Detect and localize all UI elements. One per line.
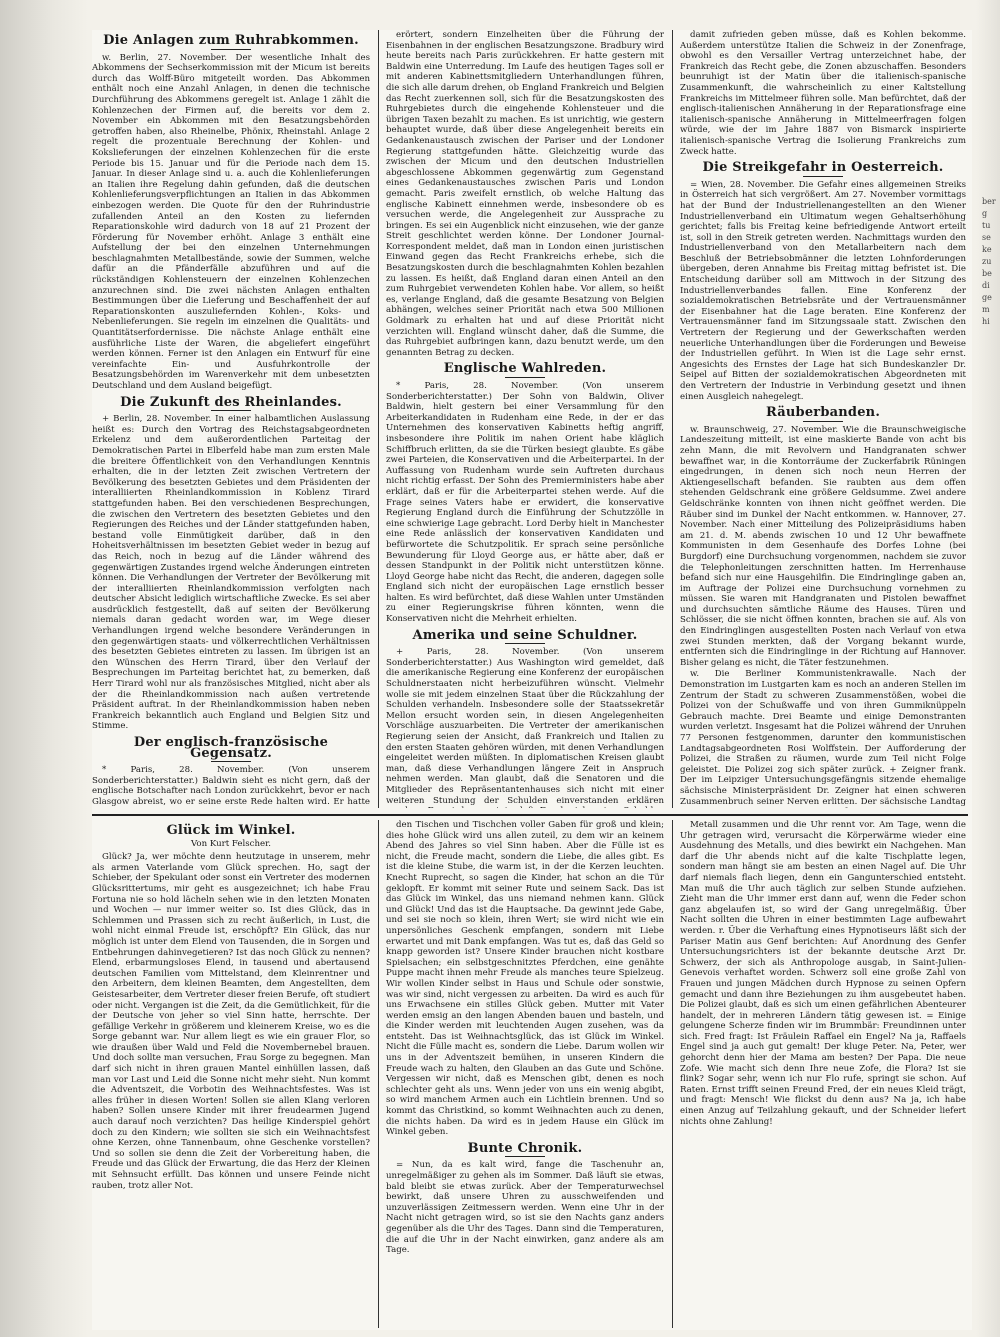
article-chronik: = Nun, da es kalt wird, fange die Taschenuhr an, unregelmäßiger zu gehen als im Sommer. Daß läuft sie etwas, bald bleibt sie etwas zurück. Aber der Temperaturwechsel bewirkt, daß unsere Uhren zu ausschweifenden und unzuverlässigen Zeitmessern werden. Wenn eine Uhr in der Nacht nicht getragen wird, so ist sie den Nachts ganz anders gegenüber als die Uhr des Tages. Dann sind die Temperaturen, die auf die Uhr in der Nacht einwirken, ganz andere als am Tage. — [386, 1160, 664, 1256]
headline-streik: Die Streikgefahr in Oesterreich. — [702, 160, 944, 176]
headline-amerika: Amerika und seine Schuldner. — [412, 627, 638, 643]
edge-fragment: tu — [982, 221, 991, 230]
headline-gegensatz: Der englisch-französische Gegensatz. — [133, 735, 329, 761]
edge-fragment: g — [982, 209, 988, 218]
article-glueck-continued: den Tischen und Tischchen voller Gaben für groß und klein; dies hohe Glück wird uns allen zuteil, zu dem wir an keinem Abend des Jahres so viel Sinn haben. Aber die Fülle ist es nicht, die Freude macht, sondern die Liebe, die alles gibt. Es ist die kleine Stube, die warm ist, in der die Kerzen leuchten. Knecht Ruprecht, so sagen die Kinder, hat schon an die Tür geklopft. Er kommt mit seiner Rute und seinem Sack. Das ist das Glück im Winkel, das uns niemand nehmen kann. Glück und Glück! Und das ist die Hauptsache. Da gewinnt jede Gabe, und sei sie noch so klein, ihren Wert; sie wird nicht wie ein unpersönliches Geschenk empfangen, sondern mit Liebe erwartet und mit Dank empfangen. Was tut es, daß das Geld so knapp geworden ist? Unsere Kinder brauchen nicht kostbare Spielsachen; ein selbstgeschnitztes Pferdchen, eine genähte Puppe macht ihnen mehr Freude als manches teure Spielzeug. Wir wollen Kinder selbst in Haus und Schule oder sonstwie, was wir sind, nicht vergessen zu arbeiten. Da wird es auch für uns Erwachsene ein stilles Glück geben. Mutter mit Vater werden emsig an den langen Abenden bauen und basteln, und die Kinder werden mit leuchtenden Augen zusehen, was da entsteht. Das ist Weihnachtsglück, das ist Glück im Winkel. Nicht die Fülle macht es, sondern die Liebe. Darum wollen wir uns in der Adventszeit bemühen, in unseren Kindern die Freude wach zu halten, den Glauben an das Gute und Schöne. Vergessen wir nicht, daß es Menschen gibt, denen es noch schlechter geht als uns. Wenn jeder von uns ein wenig abgibt, so wird manchem Armen auch ein Lichtlein brennen. Und so kommt das Christkind, so kommt Weihnachten auch zu denen, die nichts haben. Da wird es in jedem Hause ein Glück im Winkel geben. — [386, 820, 664, 1138]
headline-rule — [505, 377, 545, 378]
headline-rule — [803, 176, 843, 177]
author-byline: Von Kurt Felscher. — [191, 838, 271, 849]
headline-anlagen: Die Anlagen zum Ruhrabkommen. — [103, 33, 359, 48]
edge-fragment: m — [982, 305, 990, 314]
newspaper-page — [92, 30, 972, 1330]
article-chronik-continued: Metall zusammen und die Uhr rennt vor. Am Tage, wenn die Uhr getragen wird, verursacht die Körperwärme wieder eine Ausdehnung des Metalls, und dies bewirkt ein Nachgehen. Man darf die Uhr abends nicht auf die kalte Tischplatte legen, sondern man hängt sie am besten an einen Nagel auf. Die Uhr darf niemals flach liegen, denn ein Gangunterschied entsteht. Man muß die Uhr auch täglich zur selben Stunde aufziehen. Zieht man die Uhr immer erst dann auf, wenn die Feder schon ganz abgelaufen ist, so wird der Gang unregelmäßig. Über Nacht sollten die Uhren in einer bestimmten Lage aufbewahrt werden. r. Über die Verhaftung eines Hypnotiseurs läßt sich der Pariser Matin aus Genf berichten: Auf Anordnung des Genfer Untersuchungsrichters ist der bekannte deutsche Arzt Dr. Schwerz, der sich als Anthropologe ausgab, in Saint-Julien-Genevois verhaftet worden. Schwerz soll eine große Zahl von Frauen und jungen Mädchen durch Hypnose zu seinen Opfern gemacht und dann ihre Beziehungen zu ihm ausgebeutet haben. Die Polizei glaubt, daß es sich um einen gefährlichen Abenteurer handelt, der in mehreren Ländern tätig gewesen ist. = Einige gelungene Scherze finden wir im Brummbär: Freundinnen unter sich. Fred fragt: Ist Fräulein Raffael ein Engel? Na ja, Raffaels Engel sind ja auch gut gemalt! Der kluge Peter. Na, Peter, wer gehorcht denn hier der Mama am besten? Der Papa. Die neue Zofe. Wie macht sich denn Ihre neue Zofe, die Flora? Ist sie flink? Sogar sehr, wenn ich nur Flo rufe, springt sie schon. Auf Raten. Ernst trifft seinen Freund Fred, der ein neues Kleid trägt, und fragt: Mensch! Wie flickst du denn aus? Na ja, ich habe einen Anzug auf Teilzahlung gekauft, und der Schneider liefert nichts ohne Zahlung! — [680, 820, 966, 1127]
headline-raeuber: Räuberbanden. — [765, 405, 881, 421]
feuilleton-column-1 — [92, 820, 370, 1328]
page-gutter-shadow — [0, 0, 88, 1337]
headline-rule — [211, 761, 251, 762]
headline-rule — [211, 49, 251, 50]
article-streik: = Wien, 28. November. Die Gefahr eines allgemeinen Streiks in Österreich hat sich vergrößert. Am 27. November vormittags hat der Bund der Industriellenangestellten an den Wiener Industriellenverband ein Ultimatum wegen Gehaltserhöhung gerichtet; falls bis Freitag keine befriedigende Antwort erteilt ist, soll in den Streik getreten werden. Nachmittags wurden den Industriellenverband von den Metallarbeitern nach dem Beschluß der Betriebsobmänner die letzten Lohnforderungen übergeben, deren Annahme bis Freitag mittag befristet ist. Die Entscheidung darüber soll am Mittwoch in der Sitzung des Industriellenverbandes fallen. Eine Konferenz der sozialdemokratischen Betriebsräte und der Vertrauensmänner der Eisenbahner hat die Lage beraten. Eine Konferenz der Vertrauensmänner fand im Sitzungssaale statt. Zwischen den Vertretern der Regierung und der Gewerkschaften werden neuerliche Unterhandlungen über die Forderungen und Beweise der Industriellen geführt. In Wien ist die Lage sehr ernst. Angesichts des Ernstes der Lage hat sich Bundeskanzler Dr. Seipel auf Bitten der sozialdemokratischen Abgeordneten mit den Vertretern der Industrie in Verbindung gesetzt und ihnen einen Ausgleich nahegelegt. — [680, 179, 966, 402]
headline-rule — [803, 421, 843, 422]
column-1 — [92, 30, 370, 808]
edge-fragment: be — [982, 269, 992, 278]
headline-wahlreden: Englische Wahlreden. — [443, 361, 607, 377]
feuilleton-column-2 — [386, 820, 664, 1328]
article-glueck: Glück? Ja, wer möchte denn heutzutage in unserem, mehr als armen Vaterlande vom Glück sprechen. Ho, sagt der Schieber, der Spekulant oder sonst ein Vertreter des modernen Glücksrittertums, mir geht es ausgezeichnet; ich habe Frau Fortuna nie so hold lächeln sehen wie in den letzten Monaten und Wochen — nur immer weiter so. Ist dies Glück, das in Schlemmen und Prassen sich zu recht äußerlich, in Lust, die wohl nicht einmal Freude ist, erschöpft? Ein Glück, das nur möglich ist unter dem Elend von Tausenden, die in Sorgen und Entbehrungen dahinvegetieren? Ist das noch Glück zu nennen? Elend, erbarmungsloses Elend, in tausend und abertausend deutschen Familien vom Mittelstand, dem Kleinrentner und den Arbeitern, dem kleinen Beamten, dem Angestellten, dem Geistesarbeiter, dem Vertreter dieser freien Berufe, oft studiert oder nicht. Vergangen ist die Zeit, da die Gemütlichkeit, für die der Deutsche von jeher so viel Sinn hatte, herrschte. Der gefällige Verkehr in größerem und kleinerem Kreise, wo es die Sorge gebannt war. Nur allem liegt es wie ein grauer Flor, so wie draußen über Wald und Feld die Novembernebel brauen. Und doch sollte man versuchen, Frau Sorge zu begegnen. Man darf sich nicht in ihren grauen Mantel einhüllen lassen, daß man vor Last und Leid die Sonne nicht mehr sieht. Nun kommt die Adventszeit, die Vorbotin des Weihnachtsfestes. Was ist alles früher in diesen Worten! Sollen sie allen Klang verloren haben? Sollen unsere Kinder mit ihrer freudearmen Jugend auch darauf noch verzichten? Das heilige Kinderspiel gehört doch zu den Kindern; wie sollten sie sich ein Weihnachtsfest ohne Kerzen, ohne Tannenbaum, ohne Geschenke vorstellen? Und so sollen sie denn die Zeit der Vorbereitung haben, die Freude und das Glück der Erwartung, die das Herz der Kleinen mit Sehnsucht erfüllt. Das können und unsere Feinde nicht rauben, trotz aller Not. — [92, 852, 370, 1191]
article-amerika: + Paris, 28. November. (Von unserem Sonderberichterstatter.) Aus Washington wird gemeldet, daß die amerikanische Regierung eine Konferenz der europäischen Schuldnerstaaten nicht herbeizuführen wünscht. Vielmehr wolle sie mit jedem einzelnen Staat über die Rückzahlung der Schulden verhandeln. Insbesondere solle der Staatssekretär Mellon ersucht worden sein, in diesen Angelegenheiten Vorschläge auszuarbeiten. Die Vertreter der amerikanischen Regierung seien der Ansicht, daß Frankreich und Italien zu den ersten Staaten gehören würden, mit denen Verhandlungen eingeleitet werden müßten. In diplomatischen Kreisen glaubt man, daß diese Verhandlungen längere Zeit in Anspruch nehmen werden. Man glaubt, daß die Senatoren und die Mitglieder des Repräsentantenhauses sich nicht mit einer weiteren Stundung der Schulden einverstanden erklären — [386, 647, 664, 806]
edge-fragment: hi — [982, 317, 990, 326]
column-divider — [378, 820, 379, 1328]
edge-fragment: ge — [982, 293, 992, 302]
article-krawalle: w. Die Berliner Kommunistenkrawalle. Nach der Demonstration im Lustgarten kam es noch an anderen Stellen im Zentrum der Stadt zu schweren Zusammenstößen, wobei die Polizei von der Schußwaffe und von ihren Gummiknüppeln Gebrauch machte. Drei Beamte und einige Demonstranten wurden verletzt. Insgesamt hat die Polizei während der Unruhen 77 Personen festgenommen, darunter den kommunistischen Landtagsabgeordneten Rosi Wolffstein. Der Aufforderung der Polizei, die Straßen zu räumen, wurde zum Teil nicht Folge geleistet. Die Polizei zog sich später zurück. + Zeigner frank. Der im Leipziger Untersuchungsgefängnis sitzende ehemalige sächsische Ministerpräsident Dr. Zeigner hat einen schweren Zusammenbruch seiner Nerven erlitten. Der sächsische Landtag — [680, 669, 966, 807]
column-divider — [378, 30, 379, 808]
column-divider — [672, 30, 673, 808]
headline-rule — [211, 410, 251, 411]
headline-rheinland: Die Zukunft des Rheinlandes. — [120, 394, 342, 410]
article-continued: erörtert, sondern Einzelheiten über die Führung der Eisenbahnen in der englischen Besatzungszone. Bradbury wird heute bereits nach Paris zurückkehren. Er hatte gestern mit Baldwin eine Unterredung. Im Laufe des heutigen Tages soll er mit anderen Kabinettsmitgliedern Unterhandlungen führen, die sich alle darum drehen, ob England Frankreich und Belgien das Recht zuerkennen soll, sich für die Besatzungskosten des Ruhrgebietes durch die eingehende Kohlensteuer und die übrigen Taxen bezahlt zu machen. Es ist unrichtig, wie gestern behauptet wurde, daß über diese Angelegenheit bereits ein Gedankenaustausch zwischen der Pariser und der Londoner Regierung stattgefunden hätte. Gleichzeitig wurde das zwischen der Micum und den deutschen Industriellen abgeschlossene Abkommen gegenwärtig zum Gegenstand eines Gedankenaustausches zwischen Paris und London gemacht. Paris zweifelt ernstlich, ob welche Haltung das englische Kabinett einnehmen werde, insbesondere ob es versuchen werde, die Angelegenheit zur Aussprache zu bringen. Es sei ein Augenblick nicht einzusehen, wie der ganze Streit geschlichtet werden könne. Der Londoner Journal-Korrespondent meldet, daß man in London einen juristischen Einwand gegen das Recht Frankreichs erhebe, sich die Besatzungskosten durch die beschlagnahmten Kohlen bezahlen zu lassen. Es heißt, daß England daran einen Anteil an den zum Ruhrgebiet verwendeten Kohlen habe. Vor allem, so heißt es, verlange England, daß die gesamte Besatzung von Belgien abhängen, welches seiner Priorität nach etwa 500 Millionen Goldmark zu erhalten hat und auf diese Priorität nicht verzichten will. England wünscht daher, daß die Summe, die das Ruhrgebiet aufbringen kann, dazu benutzt werde, um den genannten Betrag zu decken. — [386, 30, 664, 358]
article-gegensatz: * Paris, 28. November. (Von unserem Sonderberichterstatter.) Baldwin sieht es nicht gern, daß der englische Botschafter nach London zurückkehrt, bevor er nach Glasgow abreist, wo er seine erste Rede halten wird. Er hatte — [92, 765, 370, 807]
adjacent-page-edge — [976, 0, 1000, 1337]
headline-glueck: Glück im Winkel. — [166, 823, 296, 838]
column-3 — [680, 30, 966, 808]
edge-fragment: ber — [982, 197, 996, 206]
edge-fragment: di — [982, 281, 990, 290]
headline-chronik: Bunte Chronik. — [467, 1140, 583, 1156]
headline-rule — [505, 643, 545, 644]
article-anlagen: w. Berlin, 27. November. Der wesentliche Inhalt des Abkommens der Sechserkommission mit der Micum ist bereits durch das Wolff-Büro mitgeteilt worden. Das Abkommen enthält noch eine Anzahl Anlagen, in denen die technische Durchführung des Abkommens geregelt ist. Anlage 1 zählt die Kohlenzechen der Firmen auf, die bereits vor dem 2. November ein Abkommen mit den Besatzungsbehörden getroffen haben, also Rheinelbe, Phönix, Rheinstahl. Anlage 2 regelt die prozentuale Berechnung der Kohlen- und Kokslieferungen der einzelnen Kohlenzechen für die erste Periode bis 15. Januar und für die Periode nach dem 15. Januar. In dieser Anlage sind u. a. auch die Kohlenlieferungen an Italien ihre Regelung dahin gefunden, daß die deutschen Kohlenlieferungsverpflichtungen an Italien in das Abkommen einbezogen werden. Die Quote für den der Ruhrindustrie zufallenden Anteil an den Kosten zu liefernden Reparationskohle wird dadurch von 18 auf 21 Prozent der Förderung für November erhöht. Anlage 3 enthält eine Aufstellung der bei den einzelnen Unternehmungen beschlagnahmten Metallbestände, sowie der Summen, welche dafür an die Pfänderfälle abzuführen und auf die rückständigen Kohlensteuern der einzelnen Kohlenzechen anzurechnen sind. Die zwei nächsten Anlagen enthalten Bestimmungen über die Lieferung und Beschaffenheit der auf Reparationskonten auszuliefernden Kohlen-, Koks- und Nebenlieferungen. Sie regeln im einzelnen die Qualitäts- und Quantitätserfordernisse. Die nächste Anlage enthält eine ausführliche Liste der Waren, die abgeliefert eingeführt werden können. Ferner ist den Anlagen ein Entwurf für eine vereinfachte Ein- und Ausfuhrkontrolle der Besatzungsbehörden im Warenverkehr mit dem unbesetzten Deutschland und dem Ausland beigefügt. — [92, 52, 370, 391]
article-raeuber: w. Braunschweig, 27. November. Wie die Braunschweigische Landeszeitung mitteilt, ist eine maskierte Bande von acht bis zehn Mann, die mit Revolvern und Handgranaten schwer bewaffnet war, in die Kontorräume der Zuckerfabrik Rüningen eingedrungen, in denen sich noch neun Herren der Aktiengesellschaft befanden. Sie raubten aus dem offen stehenden Geldschrank eine größere Geldsumme. Zwei andere Geldschränke konnten von ihnen nicht geöffnet werden. Die Räuber sind im Dunkel der Nacht entkommen. w. Hannover, 27. November. Nach einer Mitteilung des Polizeipräsidiums haben am 21. d. M. abends zwischen 10 und 12 Uhr bewaffnete Kommunisten in dem Gesenhaufe des Dorfes Lohne (bei Burgdorf) eine Durchsuchung vorgenommen, nachdem sie zuvor die Telephonleitungen zerschnitten hatten. Im Herrenhause befand sich nur eine Hausgehilfin. Die Eindringlinge gaben an, im Auftrage der Polizei eine Durchsuchung vornehmen zu müssen. Sie waren mit Handgranaten und Pistolen bewaffnet und durchsuchten sämtliche Räume des Hauses. Türen und Schlösser, die sie nicht öffnen konnten, brachen sie auf. Als von den Eindringlingen ausgestellten Posten nach Verlauf von etwa zwei Stunden merkten, daß der Vorgang bekannt wurde, entfernten sich die Eindringlinge in der Richtung auf Hannover. Bisher gelang es nicht, die Täter festzunehmen. — [680, 424, 966, 668]
headline-rule — [505, 1156, 545, 1157]
edge-fragment: ke — [982, 245, 992, 254]
edge-fragment: zu — [982, 257, 992, 266]
feuilleton-divider — [92, 814, 968, 816]
column-divider — [672, 820, 673, 1328]
column-2 — [386, 30, 664, 808]
feuilleton-column-3 — [680, 820, 966, 1328]
article-rheinland: + Berlin, 28. November. In einer halbamtlichen Auslassung heißt es: Durch den Vortrag des Reichstagsabgeordneten Erkelenz und dem außerordentlichen Parteitag der Demokratischen Partei in Elberfeld habe man zum ersten Male die breitere Öffentlichkeit von den Verhandlungen Kenntnis erhalten, die in der letzten Zeit zwischen Vertretern der Bevölkerung des besetzten Gebietes und dem Präsidenten der interalliierten Rheinlandkommission in Koblenz Tirard stattgefunden haben. Bei den verschiedenen Besprechungen, die zwischen den Vertretern des besetzten Gebietes und den Regierungen des Reiches und der Länder stattgefunden haben, bestand volle Einmütigkeit darüber, daß in den Hoheitsverhältnissen im besetzten Gebiet weder in bezug auf das Reich, noch in bezug auf die Länder während des gegenwärtigen Zustandes irgend welche Änderungen eintreten können. Die Verhandlungen der Vertreter der Bevölkerung mit der interalliierten Rheinlandkommission verfolgten nach deutscher Absicht lediglich wirtschaftliche Zwecke. Es sei aber ausdrücklich festgestellt, daß auf seiten der Bevölkerung niemals daran gedacht worden war, im Wege dieser Verhandlungen irgend welche besondere Veränderungen in den gegenwärtigen staats- und völkerrechtlichen Verhältnissen des besetzten Gebietes eintreten zu lassen. Im übrigen ist an den Wünschen des Herrn Tirard, über den Verlauf der Besprechungen im Parteitag berichtet hat, zu bemerken, daß Herr Tirard wohl nur als französisches Mitglied, nicht aber als der die Rheinlandkommission nach außen vertretende Präsident auftrat. In der Rheinlandkommission haben neben Frankreich bekanntlich auch England und Belgien Sitz und Stimme. — [92, 414, 370, 732]
edge-fragment: se — [982, 233, 991, 242]
article-wahlreden: * Paris, 28. November. (Von unserem Sonderberichterstatter.) Der Sohn von Baldwin, Oliver Baldwin, hielt gestern bei einer Versammlung für den Arbeiterkandidaten in Rudenham eine Rede, in der er das Unternehmen des konservativen Kabinetts heftig angriff, insbesondere ihre Politik im nahen Orient habe kläglich Schiffbruch erlitten, da sie die Türken besiegt glaubte. Es gäbe zwei Parteien, die Konservativen und die Arbeiterpartei. In der Auffassung von Rudenham wurde sein Auftreten durchaus nicht richtig erfasst. Der Sohn des Premierministers habe aber erklärt, daß er für die Arbeiterpartei stehen werde. Auf die Frage seines Vaters habe er erwidert, die konservative Regierung England durch die Einführung der Schutzzölle in eine schwierige Lage gebracht. Lord Derby hielt in Manchester eine Rede anlässlich der konservativen Kandidaten und befürwortete die Schutzpolitik. Er sprach seine persönliche Bewunderung für Lloyd George aus, er hätte aber, daß er dessen Standpunkt in der Politik nicht unterstützen könne. Lloyd George habe nicht das Recht, die anderen, dagegen solle England sich nicht der europäischen Lage ernstlich besser halten. Es wird befürchtet, daß diese Wahlen unter Umständen zu einer Regierungskrise führen könnten, wenn die Konservativen nicht die Mehrheit erhielten. — [386, 381, 664, 625]
article-continued: damit zufrieden geben müsse, daß es Kohlen bekomme. Außerdem unterstütze Italien die Schweiz in der Zonenfrage, obwohl es den Versailler Vertrag unterzeichnet habe, der Frankreich das Recht gebe, die Zonen abzuschaffen. Besonders beunruhigt ist der Matin über die italienisch-spanische Zusammenkunft, die wahrscheinlich zu einer Kaltstellung Frankreichs im Mittelmeer führen solle. Man befürchtet, daß der englisch-italienischen Annäherung in der Reparationsfrage eine italienisch-spanische Annäherung in Mittelmeerfragen folgen würde, wie der im Jahre 1887 von Bismarck inspirierte italienisch-spanische Vertrag die Isolierung Frankreichs zum Zweck hatte. — [680, 30, 966, 157]
